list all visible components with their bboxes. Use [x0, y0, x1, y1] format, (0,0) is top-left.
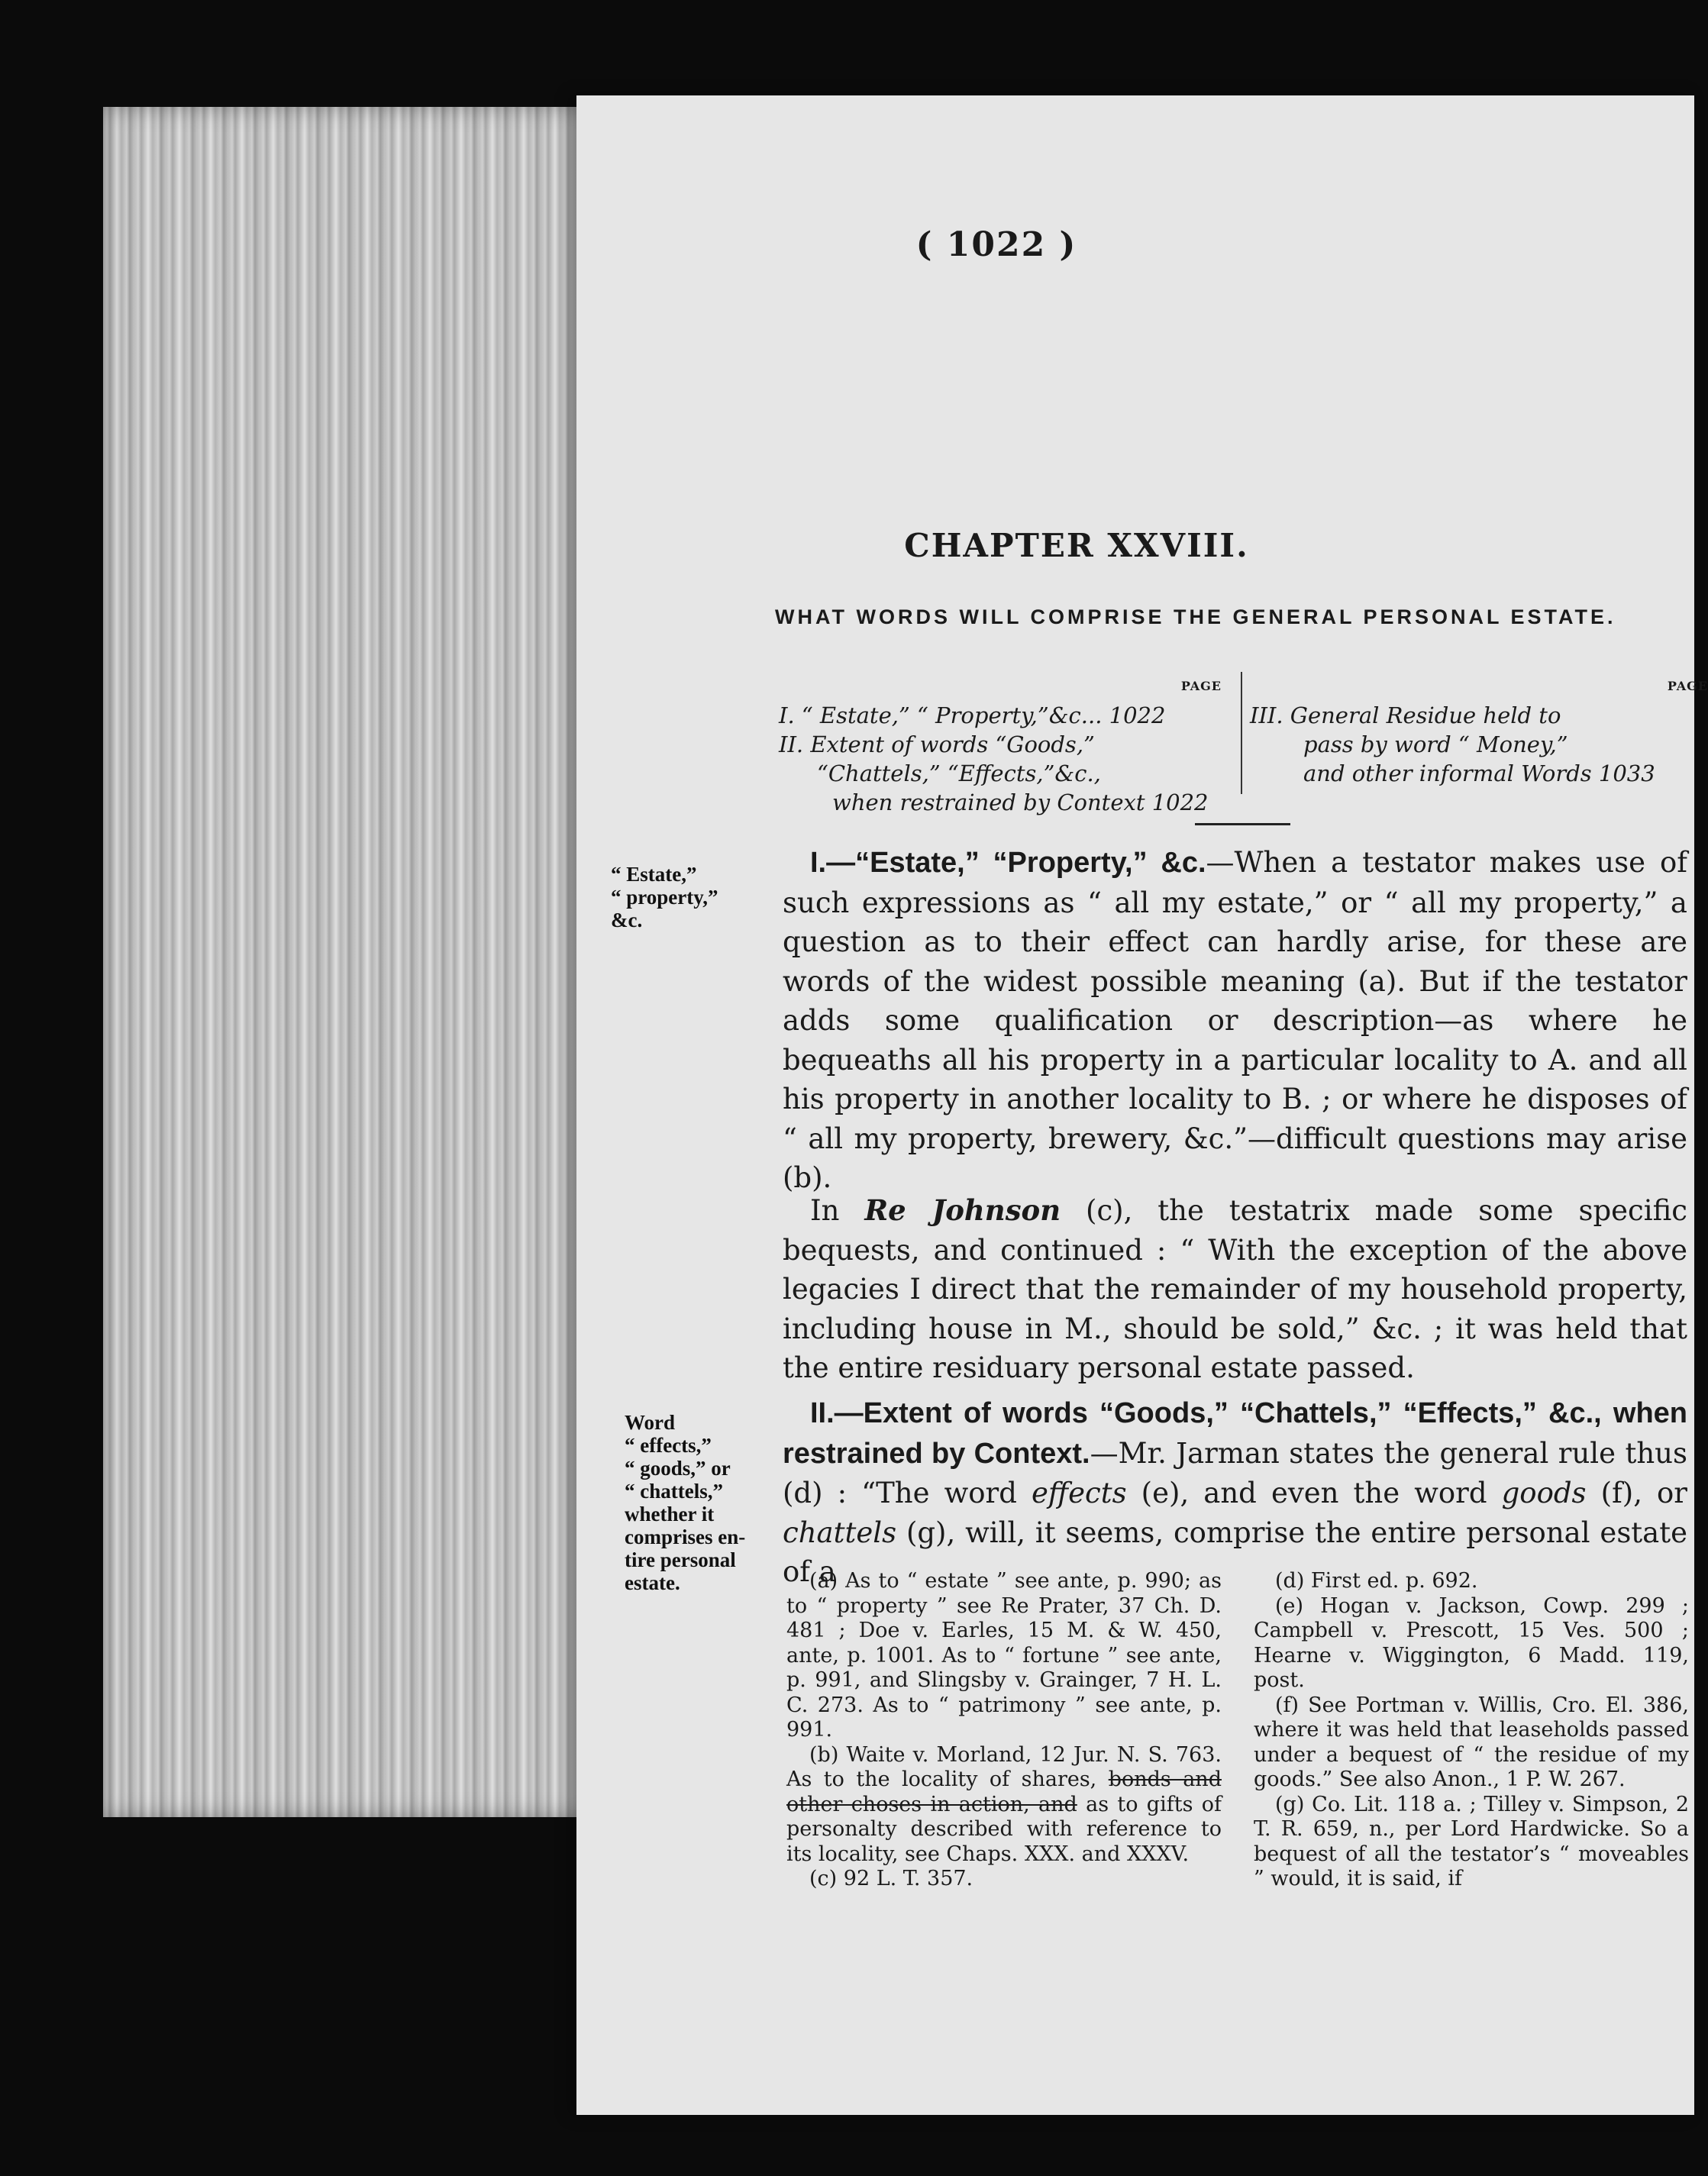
margin-note-line: “ effects,”	[625, 1434, 712, 1457]
footnote-text: as to gifts of personalty described with reference to its locality, see Chaps. XXX. and XXXV.	[786, 1792, 1222, 1866]
paragraph-extent-of-words	[783, 1393, 1687, 1592]
footnote-b	[786, 1743, 1222, 1868]
footnote-d: (d) First ed. p. 692.	[1275, 1569, 1478, 1593]
case-name: Re Johnson	[864, 1193, 1061, 1227]
margin-note-line: Word	[625, 1411, 676, 1434]
footnote-c: (c) 92 L. T. 357.	[809, 1867, 973, 1890]
term: goods	[1501, 1477, 1587, 1509]
margin-note-line: “ goods,” or	[625, 1457, 731, 1480]
page-number: ( 1022 )	[915, 225, 1077, 264]
toc-entry: and other informal Words 1033	[1303, 760, 1655, 786]
paragraph-text: —Mr. Jarman states the general rule thus (d) : “The word	[783, 1436, 1687, 1509]
margin-note-line: tire personal	[625, 1548, 736, 1571]
margin-note-effects	[625, 1411, 766, 1594]
footnote-a: (a) As to “ estate ” see ante, p. 990; as to “ property ” see Re Prater, 37 Ch. D. 481 ; Doe v. Earles, 15 M. & W. 450, ante, p. 1001. As to “ fortune ” see ante, p. 991, and Slingsby v. Grainger, 7 H. L. C. 273. As to “ patrimony ” see ante, p. 991.	[786, 1569, 1222, 1742]
paragraph-text: In	[810, 1194, 865, 1227]
toc-entry: pass by word “ Money,”	[1303, 731, 1568, 757]
margin-note-line: “ property,”	[611, 886, 718, 909]
divider	[1195, 823, 1290, 825]
margin-note-estate	[611, 863, 764, 931]
margin-note-line: estate.	[625, 1571, 680, 1594]
paragraph-text: —When a testator makes use of such expressions as “ all my estate,” or “ all my property,” a question as to their effect can hardly arise, for these are words of the widest possible meaning (a). But if the testator adds some qualification or description—as where he bequeaths all his property in a particular locality to A. and all his property in another locality to B. ; or where he disposes of “ all my property, brewery, &c.”—difficult questions may arise (b).	[783, 846, 1687, 1194]
paragraph-re-johnson	[783, 1191, 1687, 1388]
term: effects	[1032, 1477, 1127, 1509]
footnotes-left	[786, 1569, 1222, 1892]
toc-entry: III. General Residue held to	[1250, 702, 1561, 728]
paragraph-text: (e), and even the word	[1126, 1477, 1502, 1509]
paragraph-text: (f), or	[1586, 1477, 1687, 1509]
term: chattels	[783, 1516, 897, 1549]
paragraph-estate-property	[783, 843, 1687, 1198]
footnote-text: (b) Waite v. Morland, 12 Jur. N. S. 763. As to the locality of shares,	[786, 1742, 1222, 1791]
margin-note-line: “ chattels,”	[625, 1480, 723, 1503]
toc-page-heading: PAGE	[1180, 679, 1222, 693]
footnote-e: (e) Hogan v. Jackson, Cowp. 299 ; Campbell v. Prescott, 15 Ves. 500 ; Hearne v. Wiggington, 6 Madd. 119, post.	[1254, 1593, 1689, 1692]
margin-note-line: comprises en-	[625, 1525, 746, 1548]
section-heading: I.—“Estate,” “Property,” &c.	[810, 847, 1206, 879]
toc-entry: I. “ Estate,” “ Property,”&c... 1022	[779, 702, 1166, 728]
book-page-edges	[103, 107, 592, 1817]
chapter-subtitle: WHAT WORDS WILL COMPRISE THE GENERAL PERSONAL ESTATE.	[775, 605, 1616, 628]
toc-entry: “Chattels,” “Effects,”&c.,	[817, 760, 1101, 786]
chapter-title: CHAPTER XXVIII.	[904, 527, 1249, 564]
footnote-g: (g) Co. Lit. 118 a. ; Tilley v. Simpson, 2 T. R. 659, n., per Lord Hardwicke. So a bequest of all the testator’s “ moveables ” would, it is said, if	[1254, 1792, 1689, 1890]
footnote-f: (f) See Portman v. Willis, Cro. El. 386, where it was held that leaseholds passed under a bequest of “ the residue of my goods.” See also Anon., 1 P. W. 267.	[1254, 1693, 1689, 1791]
paragraph-text: (c), the testatrix made some specific bequests, and continued : “ With the exception of the above legacies I direct that the remainder of my household property, including house in M., should be sold,” &c. ; it was held that the entire residuary personal estate passed.	[783, 1194, 1687, 1384]
margin-note-line: “ Estate,”	[611, 863, 697, 886]
section-heading: II.—Extent of words “Goods,” “Chattels,” “Effects,” &c., when restrained by Context.	[783, 1397, 1687, 1470]
toc-entry: II. Extent of words “Goods,”	[779, 731, 1095, 757]
margin-note-line: &c.	[611, 909, 643, 931]
margin-note-line: whether it	[625, 1503, 715, 1525]
footnotes-right	[1254, 1569, 1689, 1892]
toc-page-heading: PAGE	[1667, 679, 1708, 693]
table-of-contents-left	[779, 672, 1222, 817]
table-of-contents-right	[1241, 672, 1708, 794]
paragraph-text: (g), will, it seems, comprise the entire personal estate of a	[783, 1516, 1687, 1588]
toc-entry: when restrained by Context 1022	[832, 789, 1209, 815]
footnote-text: bonds and other choses in action, and	[786, 1768, 1222, 1816]
